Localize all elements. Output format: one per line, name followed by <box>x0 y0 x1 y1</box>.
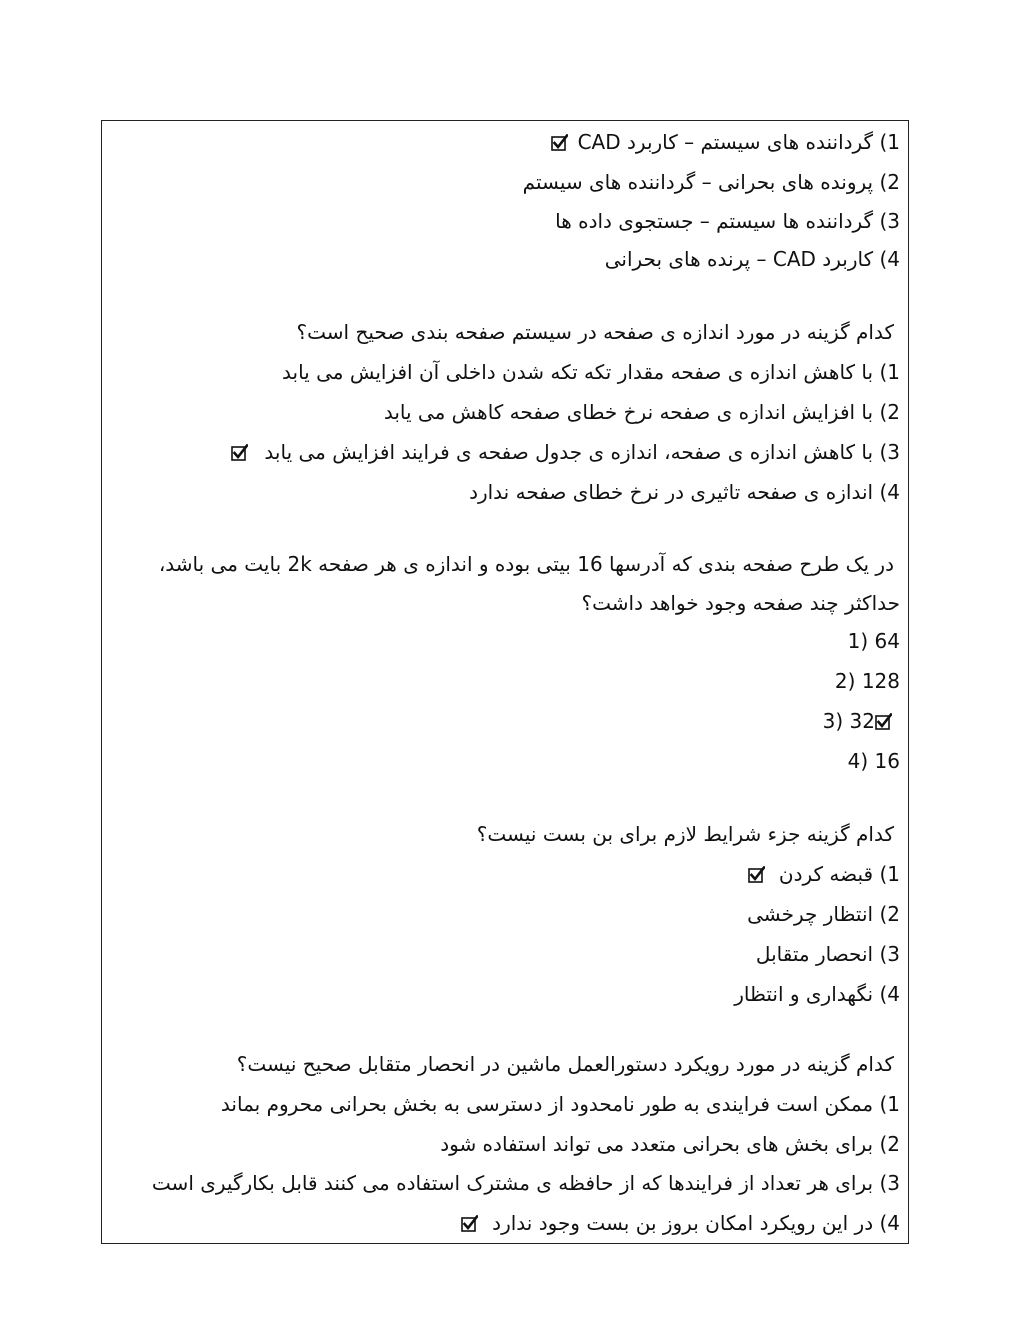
option-number: 1) <box>879 1092 900 1116</box>
q4-option-2 <box>747 899 900 929</box>
q2-option-2 <box>384 397 900 427</box>
option-number: 2) <box>879 400 900 424</box>
q2-prompt: کدام گزینه در مورد اندازه ی صفحه در سیستم صفحه بندی صحیح است؟ <box>296 320 894 344</box>
q3-prompt-continued: حداکثر چند صفحه وجود خواهد داشت؟ <box>581 591 900 615</box>
q4-option-4 <box>734 979 900 1009</box>
q2-option-4 <box>469 477 900 507</box>
option-number: 2) <box>834 669 856 693</box>
q5-option-3 <box>152 1168 900 1198</box>
option-text: انحصار متقابل <box>755 942 874 966</box>
option-number: 4) <box>879 1211 900 1235</box>
option-text: 16 <box>874 749 900 773</box>
q5-prompt: کدام گزینه در مورد رویکرد دستورالعمل ماشین در انحصار متقابل صحیح نیست؟ <box>236 1052 894 1076</box>
option-number: 3) <box>879 942 900 966</box>
q1-option-1 <box>551 127 900 157</box>
option-number: 3) <box>879 440 900 464</box>
q3-option-4 <box>848 746 900 776</box>
checkbox-checked-icon <box>231 444 248 461</box>
option-number: 1) <box>847 629 869 653</box>
option-text: ممکن است فرایندی به طور نامحدود از دسترسی به بخش بحرانی محروم بماند <box>220 1092 874 1116</box>
checkbox-checked-icon <box>461 1215 478 1232</box>
option-number: 1) <box>879 130 900 154</box>
option-number: 1) <box>879 862 900 886</box>
q3-option-1 <box>848 626 900 656</box>
q4-prompt: کدام گزینه جزء شرایط لازم برای بن بست نیست؟ <box>476 822 894 846</box>
q4-option-3 <box>756 939 900 969</box>
option-number: 4) <box>879 247 900 271</box>
option-number: 2) <box>879 902 900 926</box>
option-text: برای بخش های بحرانی متعدد می تواند استفاده شود <box>440 1132 874 1156</box>
option-text: انتظار چرخشی <box>747 902 874 926</box>
option-number: 4) <box>847 749 869 773</box>
option-text: پرونده های بحرانی – گرداننده های سیستم <box>522 170 874 194</box>
option-number: 3) <box>879 1171 900 1195</box>
q1-option-4 <box>605 244 900 274</box>
q1-option-3 <box>555 206 900 236</box>
option-number: 2) <box>879 1132 900 1156</box>
option-number: 2) <box>879 170 900 194</box>
q3-option-2 <box>835 666 900 696</box>
option-text: 32 <box>849 709 875 733</box>
option-text: در این رویکرد امکان بروز بن بست وجود ندارد <box>492 1211 874 1235</box>
option-number: 4) <box>879 982 900 1006</box>
q2-option-3 <box>231 437 900 467</box>
q5-option-2 <box>440 1129 900 1159</box>
checkbox-checked-icon <box>875 713 892 730</box>
q2-option-1 <box>282 357 900 387</box>
q5-option-1 <box>221 1089 900 1119</box>
option-text: اندازه ی صفحه تاثیری در نرخ خطای صفحه ندارد <box>469 480 874 504</box>
q5-option-4 <box>461 1208 900 1238</box>
option-text: 128 <box>861 669 900 693</box>
option-text: نگهداری و انتظار <box>734 982 874 1006</box>
option-text: با کاهش اندازه ی صفحه، اندازه ی جدول صفحه ی فرایند افزایش می یابد <box>264 440 874 464</box>
option-text: کاربرد CAD – پرنده های بحرانی <box>604 247 874 271</box>
option-text: با کاهش اندازه ی صفحه مقدار تکه تکه شدن داخلی آن افزایش می یابد <box>282 360 874 384</box>
option-text: با افزایش اندازه ی صفحه نرخ خطای صفحه کاهش می یابد <box>383 400 874 424</box>
option-number: 3) <box>822 709 844 733</box>
answer-sheet-frame <box>101 120 909 1244</box>
option-number: 4) <box>879 480 900 504</box>
q3-option-3 <box>823 706 900 736</box>
q4-option-1 <box>748 859 900 889</box>
option-text: برای هر تعداد از فرایندها که از حافظه ی مشترک استفاده می کنند قابل بکارگیری است <box>151 1171 874 1195</box>
option-text: قبضه کردن <box>778 862 874 886</box>
q1-option-2 <box>523 167 900 197</box>
option-text: 64 <box>874 629 900 653</box>
option-number: 1) <box>879 360 900 384</box>
checkbox-checked-icon <box>551 134 568 151</box>
checkbox-checked-icon <box>748 866 765 883</box>
q3-prompt: در یک طرح صفحه بندی که آدرسها 16 بیتی بوده و اندازه ی هر صفحه 2k بایت می باشد، <box>158 552 894 576</box>
option-text: گرداننده ها سیستم – جستجوی داده ها <box>555 209 874 233</box>
option-text: گرداننده های سیستم – کاربرد CAD <box>577 130 874 154</box>
option-number: 3) <box>879 209 900 233</box>
